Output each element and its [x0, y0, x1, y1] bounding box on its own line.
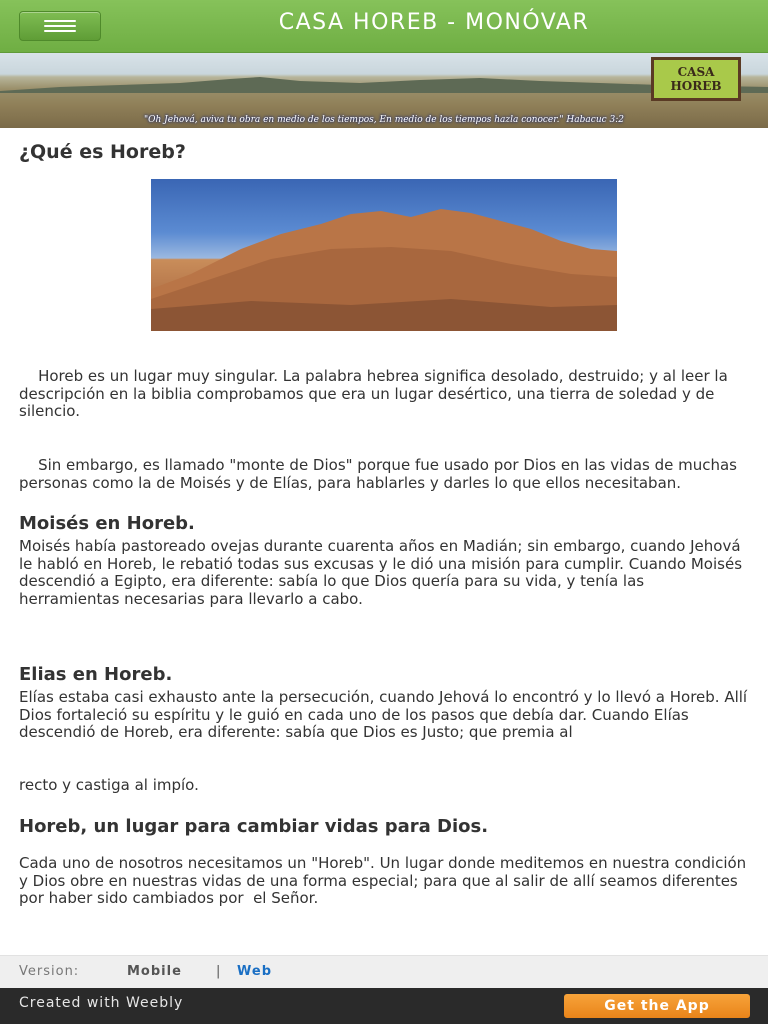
logo-text-top: CASA	[677, 65, 715, 79]
casa-horeb-logo	[651, 57, 741, 101]
section-text-elias: Elías estaba casi exhausto ante la persecución, cuando Jehová lo encontró y lo llevó a Horeb. Allí Dios fortaleció su espíritu y le guió en cada uno de los pasos que debía dar. Cuando Elías descendió de Horeb, era diferente: sabía que Dios es Justo; que premia al	[19, 688, 752, 742]
version-web-link[interactable]: Web	[237, 964, 272, 979]
footer	[0, 988, 768, 1024]
site-title[interactable]: CASA HOREB - MONÓVAR	[278, 10, 590, 35]
section-text-elias-end: recto y castiga al impío.	[19, 776, 199, 794]
version-bar	[0, 955, 768, 988]
hamburger-icon	[44, 20, 76, 32]
menu-button[interactable]	[19, 11, 101, 41]
intro-paragraph-1: Horeb es un lugar muy singular. La palabra hebrea significa desolado, destruido; y al leer la descripción en la biblia comprobamos que era un lugar desértico, una tierra de soledad y de silencio.	[19, 367, 733, 421]
intro-paragraph-2: Sin embargo, es llamado "monte de Dios" porque fue usado por Dios en las vidas de muchas personas como la de Moisés y de Elías, para hablarles y darles lo que ellos necesitaban.	[19, 456, 742, 492]
section-heading-moises: Moisés en Horeb.	[19, 513, 195, 534]
header-banner	[0, 53, 768, 128]
top-bar	[0, 0, 768, 53]
logo-text-bottom: HOREB	[670, 79, 722, 93]
section-text-moises: Moisés había pastoreado ovejas durante cuarenta años en Madián; sin embargo, cuando Jehová le habló en Horeb, le rebatió todas sus excusas y le dió una misión para cumplir. Cuando Moisés descendió a Egipto, era diferente: sabía lo que Dios quería para su vida, y tenía las herramientas necesarias para llevarlo a cabo.	[19, 537, 747, 608]
version-mobile-link[interactable]: Mobile	[127, 964, 182, 979]
section-heading-elias: Elias en Horeb.	[19, 664, 173, 685]
mount-horeb-photo	[151, 179, 617, 331]
section-text-horeb: Cada uno de nosotros necesitamos un "Horeb". Un lugar donde meditemos en nuestra condición y Dios obre en nuestras vidas de una forma especial; para que al salir de allí seamos diferentes por haber sido cambiados por el Señor.	[19, 854, 751, 908]
section-heading-horeb: Horeb, un lugar para cambiar vidas para Dios.	[19, 816, 489, 837]
banner-quote: "Oh Jehová, aviva tu obra en medio de los tiempos, En medio de los tiempos hazla conocer." Habacuc 3:2	[143, 115, 624, 125]
created-with-weebly[interactable]: Created with Weebly	[19, 995, 184, 1011]
get-the-app-button[interactable]: Get the App	[564, 994, 750, 1018]
version-separator: |	[216, 964, 221, 979]
version-label: Version:	[19, 964, 80, 979]
page-title: ¿Qué es Horeb?	[19, 141, 186, 163]
